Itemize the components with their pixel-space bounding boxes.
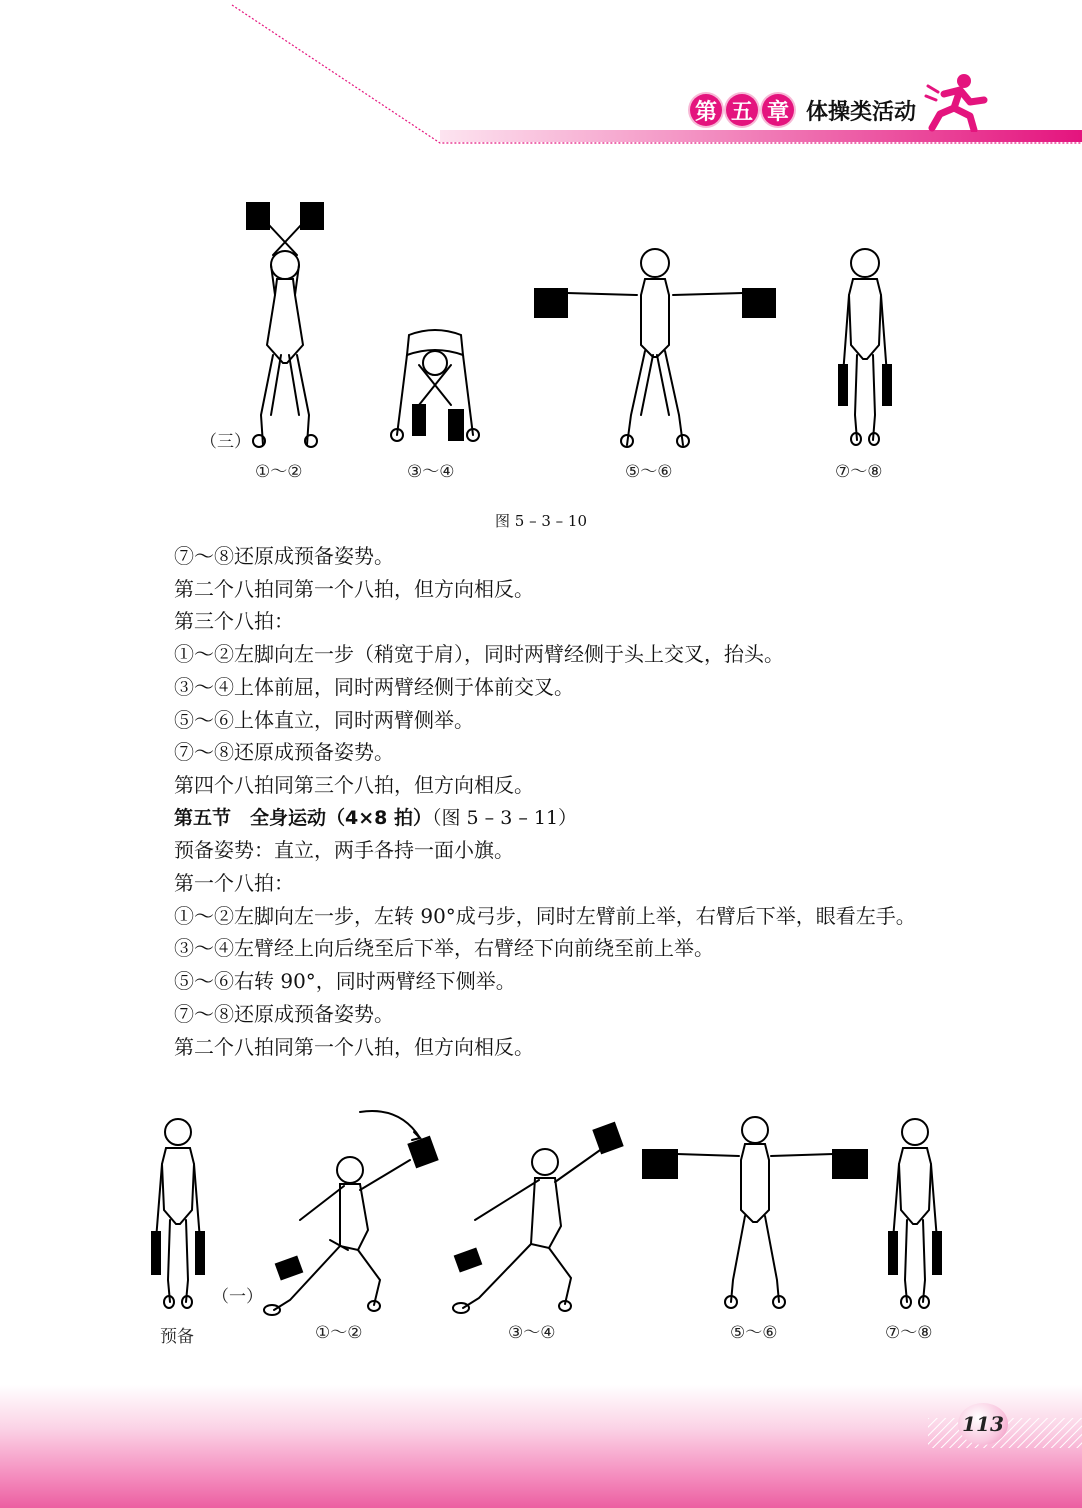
gymnast-figure	[839, 249, 891, 445]
figure-bottom	[140, 1100, 960, 1350]
paragraph: 第四个八拍同第三个八拍，但方向相反。	[174, 772, 534, 797]
figure-label: 预备	[160, 1327, 194, 1347]
paragraph: 第三个八拍：	[174, 609, 294, 634]
paragraph: ⑤～⑥上体直立，同时两臂侧举。	[174, 707, 474, 732]
paragraph: 预备姿势：直立，两手各持一面小旗。	[174, 838, 514, 863]
gymnast-figure	[453, 1123, 622, 1313]
figure-label: ⑦～⑧	[835, 462, 883, 482]
body-text	[130, 540, 970, 1063]
gymnast-figure	[152, 1119, 204, 1308]
exercise-illustration-top	[195, 195, 895, 485]
gymnast-figure	[889, 1119, 941, 1308]
figure-label: ⑤～⑥	[730, 1323, 778, 1343]
section-mark: （三）	[200, 432, 251, 452]
chapter-label	[690, 92, 916, 128]
paragraph: ③～④左臂经上向后绕至后下举，右臂经下向前绕至前上举。	[174, 936, 714, 961]
gymnast-figure	[535, 249, 775, 447]
gymnast-figure	[247, 203, 323, 447]
figure-label: ③～④	[407, 462, 455, 482]
section-heading-bold: 第五节 全身运动（4×8 拍）	[174, 806, 432, 829]
paragraph: ⑦～⑧还原成预备姿势。	[174, 740, 394, 765]
section-heading-ref: （图 5 – 3 – 11）	[431, 806, 578, 829]
gymnast-figure	[643, 1117, 867, 1308]
paragraph: ⑦～⑧还原成预备姿势。	[174, 544, 394, 568]
exercise-illustration-bottom	[140, 1100, 960, 1320]
footer-band	[0, 1385, 1082, 1508]
section-heading	[130, 802, 970, 835]
chapter-badge: 章	[762, 94, 794, 126]
section-mark: （一）	[212, 1287, 263, 1307]
paragraph: 第二个八拍同第一个八拍，但方向相反。	[174, 1034, 534, 1059]
chapter-badge: 五	[726, 94, 758, 126]
page-number: 113	[958, 1403, 1008, 1445]
header-decoration	[0, 0, 1082, 160]
paragraph: ⑤～⑥右转 90°，同时两臂经下侧举。	[174, 969, 516, 994]
paragraph: ⑦～⑧还原成预备姿势。	[174, 1001, 394, 1026]
figure-top	[195, 195, 895, 485]
figure-label: ①～②	[255, 462, 303, 482]
paragraph: ①～②左脚向左一步（稍宽于肩），同时两臂经侧于头上交叉，抬头。	[174, 642, 784, 667]
paragraph: ③～④上体前屈，同时两臂经侧于体前交叉。	[174, 674, 574, 699]
figure-caption: 图 5 – 3 – 10	[494, 512, 587, 530]
runner-icon	[924, 72, 994, 132]
figure-label: ①～②	[315, 1323, 363, 1343]
gymnast-figure	[264, 1111, 437, 1315]
chapter-badge: 第	[690, 94, 722, 126]
paragraph: 第一个八拍：	[174, 871, 294, 896]
figure-label: ⑦～⑧	[885, 1323, 933, 1343]
figure-label: ③～④	[508, 1323, 556, 1343]
paragraph: ①～②左脚向左一步，左转 90°成弓步，同时左臂前上举，右臂后下举，眼看左手。	[174, 903, 916, 928]
chapter-title: 体操类活动	[806, 99, 917, 125]
figure-label: ⑤～⑥	[625, 462, 673, 482]
paragraph: 第二个八拍同第一个八拍，但方向相反。	[174, 576, 534, 601]
gymnast-figure	[391, 330, 479, 441]
